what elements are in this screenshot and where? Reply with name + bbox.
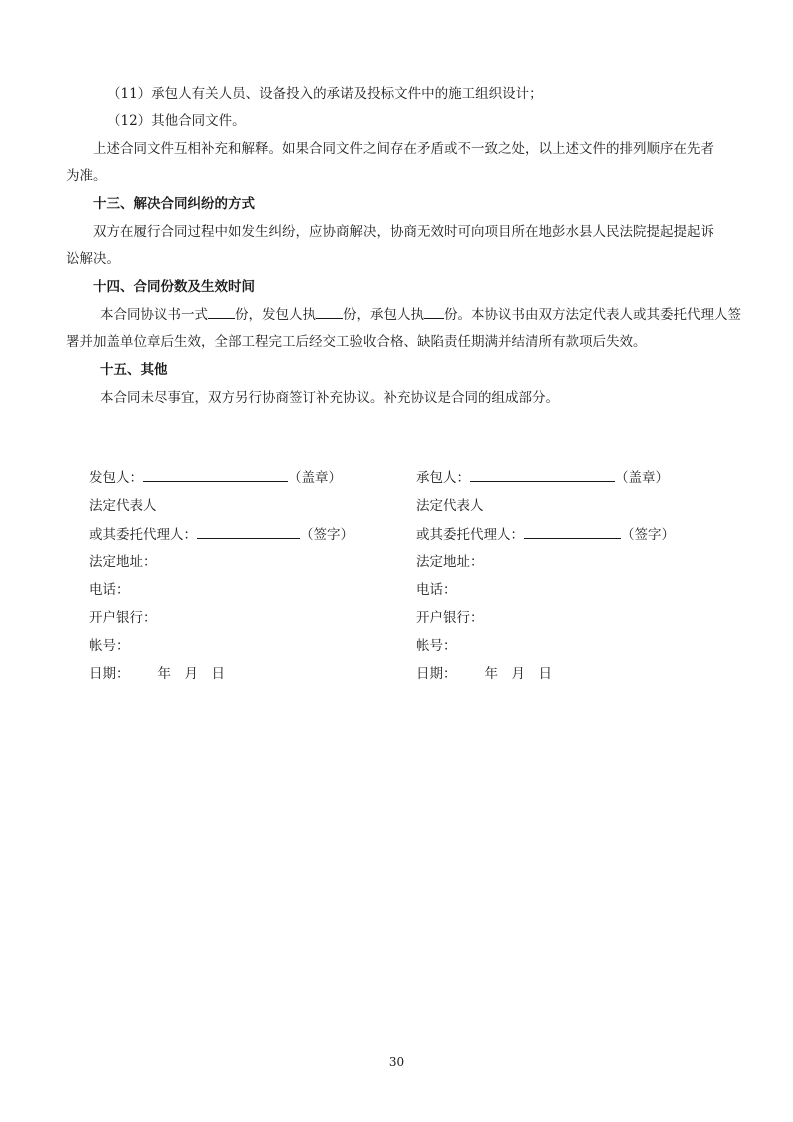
dispute-heading: 十三、解决合同纠纷的方式 xyxy=(93,196,255,212)
contractor-agent-label: 或其委托代理人： xyxy=(416,527,524,543)
contractor-seal-note: （盖章） xyxy=(615,470,669,486)
contractor-party-row xyxy=(416,467,669,488)
employer-agent-label: 或其委托代理人： xyxy=(89,527,197,543)
employer-account-label: 帐号： xyxy=(89,638,130,654)
copies-line-1 xyxy=(100,304,741,325)
other-heading: 十五、其他 xyxy=(100,362,168,378)
employer-rep-label: 法定代表人 xyxy=(89,498,157,514)
employer-date-label: 日期： xyxy=(89,666,130,682)
contractor-phone-label: 电话： xyxy=(416,582,457,598)
employer-name-field[interactable] xyxy=(143,467,288,482)
dispute-line-2: 讼解决。 xyxy=(66,251,120,267)
employer-seal-note: （盖章） xyxy=(288,470,342,486)
contractor-date-label: 日期： xyxy=(416,666,457,682)
copies-total-blank[interactable] xyxy=(208,304,235,319)
contractor-address-label: 法定地址： xyxy=(416,554,484,570)
employer-phone-label: 电话： xyxy=(89,582,130,598)
employer-date-value: 年 月 日 xyxy=(157,666,225,682)
contractor-copies-blank[interactable] xyxy=(424,304,444,319)
copies-text-4: 份。本协议书由双方法定代表人或其委托代理人签 xyxy=(444,307,741,323)
copies-line-2: 署并加盖单位章后生效，全部工程完工后经交工验收合格、缺陷责任期满并结清所有款项后失效。 xyxy=(66,334,647,350)
contractor-bank-label: 开户银行： xyxy=(416,610,484,626)
contractor-name-field[interactable] xyxy=(470,467,615,482)
precedence-line-2: 为准。 xyxy=(66,168,107,184)
contractor-account-label: 帐号： xyxy=(416,638,457,654)
contractor-date-value: 年 月 日 xyxy=(484,666,552,682)
employer-copies-blank[interactable] xyxy=(316,304,343,319)
employer-agent-signature-field[interactable] xyxy=(197,524,300,539)
employer-sign-note: （签字） xyxy=(300,527,354,543)
contractor-agent-row xyxy=(416,524,675,545)
employer-address-label: 法定地址： xyxy=(89,554,157,570)
copies-text-3: 份，承包人执 xyxy=(343,307,424,323)
contractor-agent-signature-field[interactable] xyxy=(524,524,621,539)
other-line-1: 本合同未尽事宜，双方另行协商签订补充协议。补充协议是合同的组成部分。 xyxy=(100,390,559,406)
precedence-line-1: 上述合同文件互相补充和解释。如果合同文件之间存在矛盾或不一致之处，以上述文件的排列顺序在先者 xyxy=(93,141,714,157)
contractor-party-label: 承包人： xyxy=(416,470,470,486)
contractor-sign-note: （签字） xyxy=(621,527,675,543)
dispute-line-1: 双方在履行合同过程中如发生纠纷，应协商解决，协商无效时可向项目所在地彭水县人民法院提起提起诉 xyxy=(93,224,714,240)
employer-bank-label: 开户银行： xyxy=(89,610,157,626)
copies-text-2: 份，发包人执 xyxy=(235,307,316,323)
clause-item-12: （12）其他合同文件。 xyxy=(107,113,246,129)
clause-item-11: （11）承包人有关人员、设备投入的承诺及投标文件中的施工组织设计； xyxy=(107,86,543,102)
employer-party-label: 发包人： xyxy=(89,470,143,486)
contractor-date-row xyxy=(416,664,552,684)
employer-party-row xyxy=(89,467,342,488)
employer-date-row xyxy=(89,664,225,684)
contractor-rep-label: 法定代表人 xyxy=(416,498,484,514)
copies-text-1: 本合同协议书一式 xyxy=(100,307,208,323)
page-number: 30 xyxy=(388,1055,405,1069)
employer-agent-row xyxy=(89,524,354,545)
copies-heading: 十四、合同份数及生效时间 xyxy=(93,279,255,295)
